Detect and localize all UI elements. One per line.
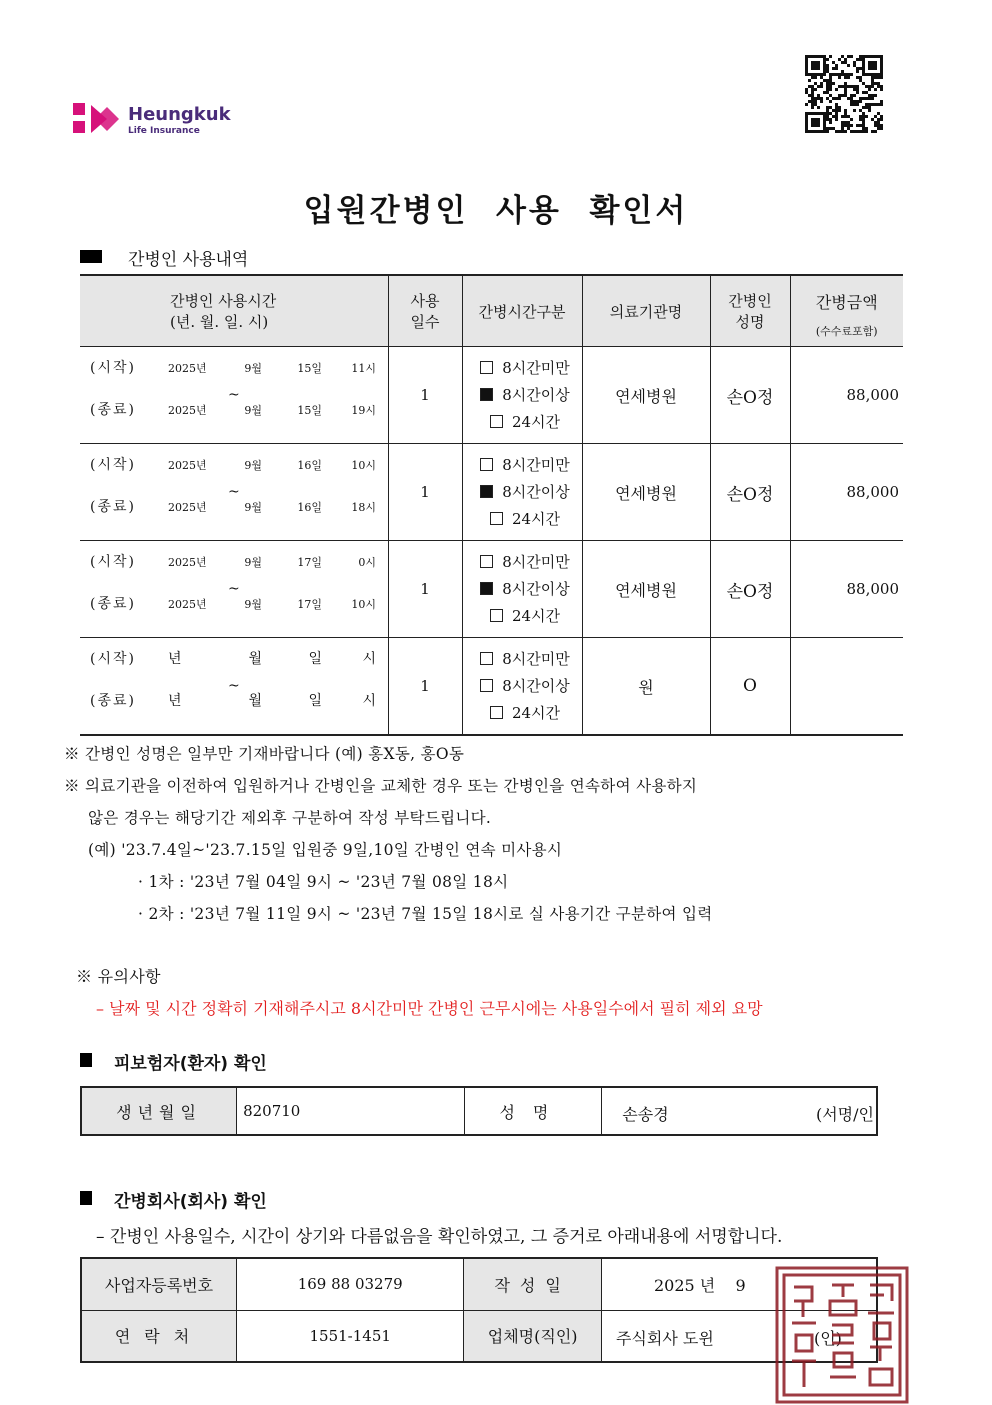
hours-option-label: 8시간이상 [502,482,570,501]
period-year: 2025년 [168,556,207,569]
patient-table [80,1086,878,1136]
period-month: 9월 [244,556,262,569]
period-day: 17일 [297,598,322,611]
hours-option [469,549,582,576]
hours-option [469,452,582,479]
checkbox-icon [490,609,503,622]
hours-option-label: 8시간이상 [502,579,570,598]
logo-name: Heungkuk [128,104,231,125]
date-value: 2025 년 9 [601,1258,877,1310]
hours-option [469,673,582,700]
contact-label: 연락처 [81,1310,237,1362]
period-year: 년 [168,651,182,667]
period-year: 2025년 [168,459,207,472]
period-label: (종료) [90,499,136,515]
seal-mark: (인) [813,1328,842,1348]
section-marker-icon [80,250,102,263]
hours-option [469,479,582,506]
hours-option-label: 8시간미만 [502,649,570,668]
caregiver-cell: 손O정 [710,444,790,541]
col-period: 간병인 사용시간 (년. 월. 일. 시) [80,275,388,347]
period-month: 9월 [244,598,262,611]
company-label: 업체명(직인) [464,1310,602,1362]
section-marker-icon [80,1053,92,1067]
checkbox-icon [480,652,493,665]
hours-option-label: 24시간 [511,509,561,528]
name-cell [602,1087,877,1135]
hours-option [469,576,582,603]
hours-option-label: 24시간 [511,703,561,722]
period-hour: 시 [362,693,376,709]
col-caregiver: 간병인 성명 [710,275,790,347]
table-row [80,347,903,444]
days-cell: 1 [388,444,462,541]
hours-option-label: 24시간 [511,606,561,625]
period-hour: 0시 [358,556,376,569]
type-cell [462,541,582,638]
hours-option-label: 8시간이상 [502,385,570,404]
table-row [80,638,903,736]
amount-cell: 88,000 [790,444,903,541]
type-cell [462,444,582,541]
hours-option [469,355,582,382]
period-year: 2025년 [168,598,207,611]
tilde: ~ [228,581,240,597]
caregiver-cell: O [710,638,790,736]
table-row [80,541,903,638]
period-month: 월 [248,651,262,667]
period-line [90,399,376,419]
heungkuk-logo-icon [73,103,119,135]
birth-value: 820710 [237,1087,465,1135]
note-line: (예) '23.7.4일~'23.7.15일 입원중 9일,10일 간병인 연속 미사용시 [88,841,563,859]
period-line [90,357,376,377]
caution-heading: ※ 유의사항 [76,967,161,986]
period-label: (종료) [90,596,136,612]
col-days: 사용 일수 [388,275,462,347]
hours-option [469,646,582,673]
company-seal-stamp [774,1265,910,1405]
checkbox-icon [480,458,493,471]
tilde: ~ [228,678,240,694]
birth-label: 생년월일 [81,1087,237,1135]
company-table [80,1257,878,1363]
period-year: 2025년 [168,404,207,417]
date-label: 작성일 [464,1258,602,1310]
usage-section-heading: 간병인 사용내역 [128,250,249,270]
patient-name: 손송경 [622,1105,669,1124]
section-marker-icon [80,1191,92,1205]
period-cell [80,444,388,541]
hours-option [469,700,582,727]
type-cell [462,638,582,736]
reg-value: 169 88 03279 [237,1258,464,1310]
period-day: 16일 [297,501,322,514]
period-hour: 11시 [351,362,376,375]
period-day: 15일 [297,404,322,417]
checkbox-icon [490,415,503,428]
table-row [80,444,903,541]
note-line: · 2차 : '23년 7월 11일 9시 ~ '23년 7월 15일 18시로 실 사용기간 구분하여 입력 [138,905,713,923]
period-day: 일 [308,651,322,667]
hours-option-label: 8시간미만 [502,358,570,377]
period-line [90,648,376,668]
checkbox-icon [480,555,493,568]
reg-label: 사업자등록번호 [81,1258,237,1310]
days-cell: 1 [388,541,462,638]
hours-option [469,409,582,436]
period-hour: 19시 [351,404,376,417]
days-cell: 1 [388,638,462,736]
period-day: 일 [308,693,322,709]
period-month: 9월 [244,501,262,514]
col-hospital: 의료기관명 [582,275,710,347]
amount-cell: 88,000 [790,541,903,638]
period-label: (시작) [90,360,136,376]
period-label: (시작) [90,651,136,667]
hospital-cell: 연세병원 [582,541,710,638]
period-month: 9월 [244,459,262,472]
period-label: (종료) [90,693,136,709]
period-year: 2025년 [168,501,207,514]
period-year: 년 [168,693,182,709]
qr-code-icon [805,55,883,133]
caregiver-cell: 손O정 [710,541,790,638]
checkbox-icon [480,582,493,595]
company-section-heading: 간병회사(회사) 확인 [114,1192,267,1212]
page-title: 입원간병인 사용 확인서 [303,193,689,229]
period-month: 월 [248,693,262,709]
caregiver-cell: 손O정 [710,347,790,444]
checkbox-icon [490,706,503,719]
sign-label: (서명/인 [815,1105,874,1124]
period-cell [80,638,388,736]
tilde: ~ [228,387,240,403]
contact-value: 1551-1451 [237,1310,464,1362]
caution-text: – 날짜 및 시간 정확히 기재해주시고 8시간미만 간병인 근무시에는 사용일수에서 필히 제외 요망 [96,999,763,1018]
hours-option [469,506,582,533]
note-line: 않은 경우는 해당기간 제외후 구분하여 작성 부탁드립니다. [88,809,492,827]
usage-table [80,274,903,736]
name-label: 성명 [464,1087,602,1135]
amount-cell: 88,000 [790,347,903,444]
hours-option-label: 8시간이상 [502,676,570,695]
company-statement: – 간병인 사용일수, 시간이 상기와 다름없음을 확인하였고, 그 증거로 아래내용에 서명합니다. [96,1227,783,1247]
period-day: 15일 [297,362,322,375]
amount-cell [790,638,903,736]
hours-option [469,603,582,630]
hours-option-label: 8시간미만 [502,552,570,571]
hospital-cell: 연세병원 [582,347,710,444]
period-hour: 10시 [351,598,376,611]
hours-option-label: 24시간 [511,412,561,431]
period-month: 9월 [244,404,262,417]
col-type: 간병시간구분 [462,275,582,347]
tilde: ~ [228,484,240,500]
period-hour: 시 [362,651,376,667]
period-line [90,593,376,613]
days-cell: 1 [388,347,462,444]
period-line [90,454,376,474]
period-month: 9월 [244,362,262,375]
patient-section-heading: 피보험자(환자) 확인 [114,1054,267,1074]
period-day: 17일 [297,556,322,569]
period-line [90,496,376,516]
period-hour: 10시 [351,459,376,472]
note-line: ※ 의료기관을 이전하여 입원하거나 간병인을 교체한 경우 또는 간병인을 연속하여 사용하지 [64,777,698,795]
period-label: (종료) [90,402,136,418]
company-name: 주식회사 도윈 [615,1328,714,1348]
logo-sub: Life Insurance [128,126,200,136]
hospital-cell: 원 [582,638,710,736]
checkbox-icon [480,388,493,401]
col-amount: 간병금액 (수수료포함) [790,275,903,347]
period-year: 2025년 [168,362,207,375]
hours-option-label: 8시간미만 [502,455,570,474]
period-cell [80,347,388,444]
checkbox-icon [480,679,493,692]
period-line [90,551,376,571]
period-label: (시작) [90,554,136,570]
checkbox-icon [480,485,493,498]
period-day: 16일 [297,459,322,472]
hospital-cell: 연세병원 [582,444,710,541]
checkbox-icon [490,512,503,525]
note-line: ※ 간병인 성명은 일부만 기재바랍니다 (예) 홍X동, 홍O동 [64,745,465,763]
period-hour: 18시 [351,501,376,514]
type-cell [462,347,582,444]
hours-option [469,382,582,409]
period-cell [80,541,388,638]
period-line [90,690,376,710]
period-label: (시작) [90,457,136,473]
checkbox-icon [480,361,493,374]
note-line: · 1차 : '23년 7월 04일 9시 ~ '23년 7월 08일 18시 [138,873,509,891]
